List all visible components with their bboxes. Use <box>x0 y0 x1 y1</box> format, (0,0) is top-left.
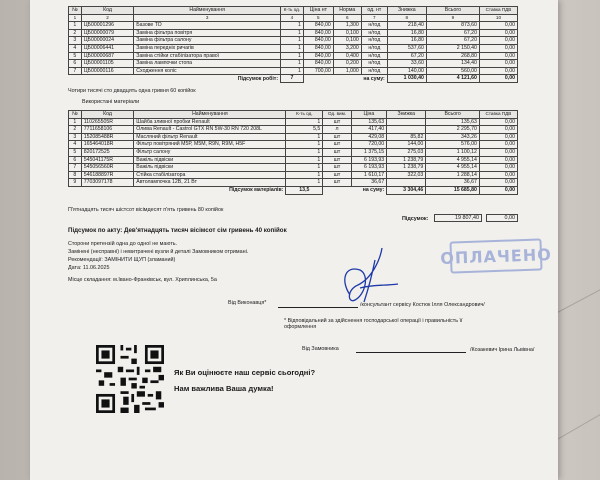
table-cell: н/год <box>361 52 387 60</box>
table-cell: 6 <box>69 156 82 164</box>
table-cell: 1 <box>69 118 82 126</box>
grand-total-value: 19 807,40 <box>434 214 482 222</box>
table-cell: ЦБ00000116 <box>81 67 134 75</box>
table-cell: 9 <box>69 179 82 187</box>
table-cell: Заміна стійки стабілізатора правої <box>134 52 281 60</box>
table-cell: шт <box>323 148 351 156</box>
col-header: Код <box>81 7 134 15</box>
table-cell: 165464018R <box>81 141 134 149</box>
materials-rows <box>69 118 518 186</box>
table-row <box>69 118 518 126</box>
table-cell: ЦБ00000687 <box>81 52 134 60</box>
customer-signature-line <box>356 352 466 353</box>
table-cell: л <box>323 126 351 134</box>
table-cell: Заміна передніх ричагів <box>134 44 281 52</box>
customer-name: /Козакевич Ірина Львівна/ <box>470 347 535 353</box>
table-cell: 0,00 <box>479 37 517 45</box>
col-header: Ставка ПДВ <box>479 7 517 15</box>
table-cell: 3 <box>69 37 82 45</box>
table-cell: 0,200 <box>333 60 361 68</box>
table-cell: 1 <box>286 156 323 164</box>
table-cell: Базове ТО <box>134 22 281 30</box>
table-cell: 6 193,93 <box>351 164 387 172</box>
table-cell: 1 610,17 <box>351 171 387 179</box>
table-cell: 0,00 <box>479 44 517 52</box>
table-cell: 1 <box>281 22 304 30</box>
table-cell: 0,00 <box>479 171 517 179</box>
table-cell: н/год <box>361 44 387 52</box>
table-cell: 840,00 <box>303 37 333 45</box>
table-cell: 110265505R <box>81 118 134 126</box>
works-subtotal-discount: 1 030,40 <box>387 75 426 83</box>
table-cell: 135,63 <box>426 118 480 126</box>
col-header: Норма <box>333 7 361 15</box>
index-cell: 1 <box>69 14 82 22</box>
works-subtotal-total: 4 121,60 <box>426 75 479 83</box>
index-cell: 4 <box>281 14 304 22</box>
table-row <box>69 148 518 156</box>
table-row <box>69 22 518 30</box>
table-cell: 1 288,14 <box>426 171 480 179</box>
table-cell: 0,00 <box>479 60 517 68</box>
table-cell: ЦБ00001296 <box>81 22 134 30</box>
table-cell: 0,00 <box>479 118 517 126</box>
col-header: од. нт <box>361 7 387 15</box>
table-cell: 0,100 <box>333 29 361 37</box>
table-cell: 5 <box>69 148 82 156</box>
table-cell: 3,200 <box>333 44 361 52</box>
grand-total-label: Підсумок: <box>402 216 429 222</box>
table-row <box>69 52 518 60</box>
executor-note: * Відповідальний за здійснення господарської операції і правильність її оформлення <box>284 318 463 330</box>
works-amount-words: Чотири тисячі сто двадцять одна гривня 60 копійок <box>68 88 196 94</box>
table-cell: 1 <box>286 141 323 149</box>
table-cell: 268,80 <box>426 52 479 60</box>
table-cell: ЦБ00000079 <box>81 29 134 37</box>
materials-subtotal-vat: 0,00 <box>479 186 517 194</box>
table-cell: 218,40 <box>387 22 426 30</box>
table-cell: н/год <box>361 22 387 30</box>
executor-label: Від Виконавця* <box>228 300 267 306</box>
table-cell: 7711658106 <box>81 126 134 134</box>
table-cell: 1 <box>281 52 304 60</box>
works-rows <box>69 22 518 75</box>
executor-name: /консультант сервісу Костюк Ілля Олександрович/ <box>360 302 485 308</box>
table-cell: 1 <box>286 179 323 187</box>
col-header: Найменування <box>134 7 281 15</box>
index-cell: 9 <box>426 14 479 22</box>
survey-tagline: Нам важлива Ваша думка! <box>174 384 274 393</box>
table-row <box>69 60 518 68</box>
recommendation: Рекомендації: ЗАМІНИТИ ЩУП (зламаний) <box>68 257 176 263</box>
table-cell: 1 <box>286 164 323 172</box>
table-cell: 85,82 <box>387 133 426 141</box>
table-cell: 545041175R <box>81 156 134 164</box>
table-row <box>69 179 518 187</box>
works-subtotal-label: Підсумок робіт: <box>237 75 279 82</box>
table-cell: ЦБ00006441 <box>81 44 134 52</box>
table-cell: 2 <box>69 126 82 134</box>
table-cell: 1,300 <box>333 22 361 30</box>
table-cell: 7703097178 <box>81 179 134 187</box>
table-cell: 1 238,79 <box>387 164 426 172</box>
works-table <box>68 6 518 83</box>
works-subtotal-count: 7 <box>281 75 304 83</box>
act-total-words: Підсумок по акту: Дев'ятнадцять тисяч вісімсот сім гривень 40 копійок <box>68 227 287 234</box>
table-cell: 343,26 <box>426 133 480 141</box>
materials-subtotal-row <box>69 186 518 194</box>
table-cell: 0,00 <box>479 22 517 30</box>
index-cell: 2 <box>81 14 134 22</box>
table-cell: 67,20 <box>426 29 479 37</box>
table-row <box>69 171 518 179</box>
index-cell: 3 <box>134 14 281 22</box>
materials-subtotal-label: Підсумок матеріалів: <box>229 187 284 194</box>
table-cell: 1 <box>281 29 304 37</box>
table-cell: 0,00 <box>479 156 517 164</box>
col-header: Знижка <box>387 7 426 15</box>
table-cell: 1 238,79 <box>387 156 426 164</box>
table-cell: 0,00 <box>479 29 517 37</box>
table-cell: 275,03 <box>387 148 426 156</box>
works-subtotal-row <box>69 75 518 83</box>
col-header: Ставка ПДВ <box>479 111 517 119</box>
table-cell <box>387 126 426 134</box>
table-cell: 16,80 <box>387 29 426 37</box>
table-cell <box>387 179 426 187</box>
works-index-row <box>69 14 518 22</box>
table-cell: 0,00 <box>479 67 517 75</box>
grand-total-vat: 0,00 <box>486 214 518 222</box>
table-cell: Оливa Renault - Castrol GTX RN 5W-30 RN 720 208L <box>134 126 286 134</box>
table-row <box>69 29 518 37</box>
table-cell: 6 193,93 <box>351 156 387 164</box>
table-cell: 2 295,70 <box>426 126 480 134</box>
table-cell: Важіль підвіски <box>134 156 286 164</box>
col-header: № <box>69 111 82 119</box>
table-cell: 4 <box>69 141 82 149</box>
col-header: № <box>69 7 82 15</box>
table-row <box>69 133 518 141</box>
works-header-row <box>69 7 518 15</box>
customer-label: Від Замовника <box>302 346 339 352</box>
col-header: К-ть од. <box>286 111 323 119</box>
table-cell: 4 955,14 <box>426 156 480 164</box>
table-cell: 429,08 <box>351 133 387 141</box>
table-cell: 7 <box>69 164 82 172</box>
table-cell: н/год <box>361 29 387 37</box>
table-cell: 36,67 <box>426 179 480 187</box>
table-cell: шт <box>323 179 351 187</box>
table-cell: 6 <box>69 60 82 68</box>
table-cell: 1 100,12 <box>426 148 480 156</box>
col-header: Найменування <box>134 111 286 119</box>
table-cell: 2 150,40 <box>426 44 479 52</box>
table-cell: 546188897R <box>81 171 134 179</box>
works-sum-label: на суму: <box>363 75 385 82</box>
materials-table <box>68 110 518 195</box>
col-header: Код <box>81 111 134 119</box>
table-cell: 36,67 <box>351 179 387 187</box>
table-cell: 1 375,15 <box>351 148 387 156</box>
table-cell: шт <box>323 141 351 149</box>
table-cell: 4 <box>69 44 82 52</box>
table-cell: 5,5 <box>286 126 323 134</box>
table-cell: шт <box>323 171 351 179</box>
table-cell: 0,00 <box>479 126 517 134</box>
table-cell: 140,00 <box>387 67 426 75</box>
table-cell: шт <box>323 133 351 141</box>
table-cell: 8 <box>69 171 82 179</box>
table-cell: 33,60 <box>387 60 426 68</box>
index-cell: 8 <box>387 14 426 22</box>
table-cell: 7 <box>69 67 82 75</box>
table-cell: 0,00 <box>479 179 517 187</box>
table-cell: н/год <box>361 60 387 68</box>
table-cell: ЦБ00000024 <box>81 37 134 45</box>
table-cell: Заміна лампочки стопа <box>134 60 281 68</box>
table-cell: 0,00 <box>479 148 517 156</box>
table-cell: 3 <box>69 133 82 141</box>
col-header: Знижка <box>387 111 426 119</box>
table-cell: 2 <box>69 29 82 37</box>
table-cell: 545056560R <box>81 164 134 172</box>
table-cell: Заміна фільтра повітря <box>134 29 281 37</box>
no-claims-note: Сторони претензій одна до одної не мають. <box>68 241 178 247</box>
table-row <box>69 67 518 75</box>
table-cell: 1 <box>281 37 304 45</box>
service-act-document <box>30 0 558 480</box>
table-cell: 0,100 <box>333 37 361 45</box>
table-cell: 152085488R <box>81 133 134 141</box>
table-cell: Фільтр салону <box>134 148 286 156</box>
table-cell: 840,00 <box>303 52 333 60</box>
table-row <box>69 37 518 45</box>
table-cell: ЦБ00001105 <box>81 60 134 68</box>
table-cell: Шайба зливної пробки Renault <box>134 118 286 126</box>
table-cell: Важіль підвіски <box>134 164 286 172</box>
table-cell: Автолампочка 12В, 21 Вт <box>134 179 286 187</box>
col-header: Ціна нт <box>303 7 333 15</box>
table-cell: 1 <box>286 118 323 126</box>
table-cell: 144,00 <box>387 141 426 149</box>
table-cell: 16,80 <box>387 37 426 45</box>
table-cell: 0,00 <box>479 141 517 149</box>
table-cell: 417,40 <box>351 126 387 134</box>
table-row <box>69 44 518 52</box>
table-cell: 720,00 <box>351 141 387 149</box>
table-cell: 1 <box>69 22 82 30</box>
table-cell: 537,60 <box>387 44 426 52</box>
act-date: Дата: 11.06.2025 <box>68 265 110 271</box>
col-header: К-ть од. <box>281 7 304 15</box>
index-cell: 6 <box>333 14 361 22</box>
table-row <box>69 156 518 164</box>
table-cell: 1 <box>281 60 304 68</box>
materials-subtotal-total: 15 685,80 <box>426 186 480 194</box>
table-cell: 1 <box>286 171 323 179</box>
table-cell: Заміна фільтра салону <box>134 37 281 45</box>
table-cell: шт <box>323 156 351 164</box>
table-cell: 873,60 <box>426 22 479 30</box>
materials-subtotal-discount: 3 304,46 <box>387 186 426 194</box>
table-cell: 67,20 <box>426 37 479 45</box>
table-cell: 1 <box>281 44 304 52</box>
index-cell: 10 <box>479 14 517 22</box>
table-cell: 0,00 <box>479 52 517 60</box>
table-cell: 840,00 <box>303 22 333 30</box>
table-cell: Стійка стабілізатора <box>134 171 286 179</box>
col-header: Всього <box>426 111 480 119</box>
table-cell: 322,03 <box>387 171 426 179</box>
table-cell: 576,00 <box>426 141 480 149</box>
works-subtotal-vat: 0,00 <box>479 75 517 83</box>
act-place: Місце складання: м.Івано-Франківськ, вул. Хриплинська, 5а <box>68 277 217 283</box>
table-cell: 1 <box>286 133 323 141</box>
materials-subtotal-count: 13,5 <box>286 186 323 194</box>
table-row <box>69 141 518 149</box>
table-cell: 560,00 <box>426 67 479 75</box>
table-cell: 840,00 <box>303 29 333 37</box>
table-cell: 135,63 <box>351 118 387 126</box>
col-header: Всього <box>426 7 479 15</box>
col-header: Ціна <box>351 111 387 119</box>
handwritten-signature <box>320 240 410 320</box>
table-cell: 0,00 <box>479 133 517 141</box>
table-cell: Сходження коліс <box>134 67 281 75</box>
table-cell: 1 <box>286 148 323 156</box>
table-cell: 134,40 <box>426 60 479 68</box>
table-cell: 5 <box>69 52 82 60</box>
table-cell: Фільтр повітряний M5P, M5M, R9N, R9M, H5F <box>134 141 286 149</box>
index-cell: 7 <box>361 14 387 22</box>
index-cell: 5 <box>303 14 333 22</box>
paid-stamp: ОПЛАЧЕНО <box>449 238 542 273</box>
materials-section-title: Використані матеріали <box>82 99 140 105</box>
table-cell: 0,00 <box>479 164 517 172</box>
table-cell: 1,000 <box>333 67 361 75</box>
table-row <box>69 164 518 172</box>
table-cell: шт <box>323 118 351 126</box>
table-cell: 0,400 <box>333 52 361 60</box>
table-cell: 1 <box>281 67 304 75</box>
col-header: Од. вим. <box>323 111 351 119</box>
qr-code-icon <box>96 345 164 413</box>
table-cell: 4 955,14 <box>426 164 480 172</box>
table-cell: 67,20 <box>387 52 426 60</box>
table-cell: 700,00 <box>303 67 333 75</box>
table-cell: н/год <box>361 67 387 75</box>
replaced-parts-note: Замінені (несправні) і невитрачені вузли й деталі Замовником отримані. <box>68 249 249 255</box>
materials-header-row <box>69 111 518 119</box>
table-cell: Масляний фільтр Renault <box>134 133 286 141</box>
materials-sum-label: на суму: <box>362 187 385 194</box>
survey-question: Як Ви оцінюєте наш сервіс сьогодні? <box>174 368 316 377</box>
table-cell: 820172525 <box>81 148 134 156</box>
table-cell: 840,00 <box>303 44 333 52</box>
table-cell: 840,00 <box>303 60 333 68</box>
table-cell: шт <box>323 164 351 172</box>
materials-amount-words: П'ятнадцять тисяч шістсот вісімдесят п'ять гривень 80 копійок <box>68 207 224 213</box>
table-row <box>69 126 518 134</box>
table-cell: н/год <box>361 37 387 45</box>
table-cell <box>387 118 426 126</box>
